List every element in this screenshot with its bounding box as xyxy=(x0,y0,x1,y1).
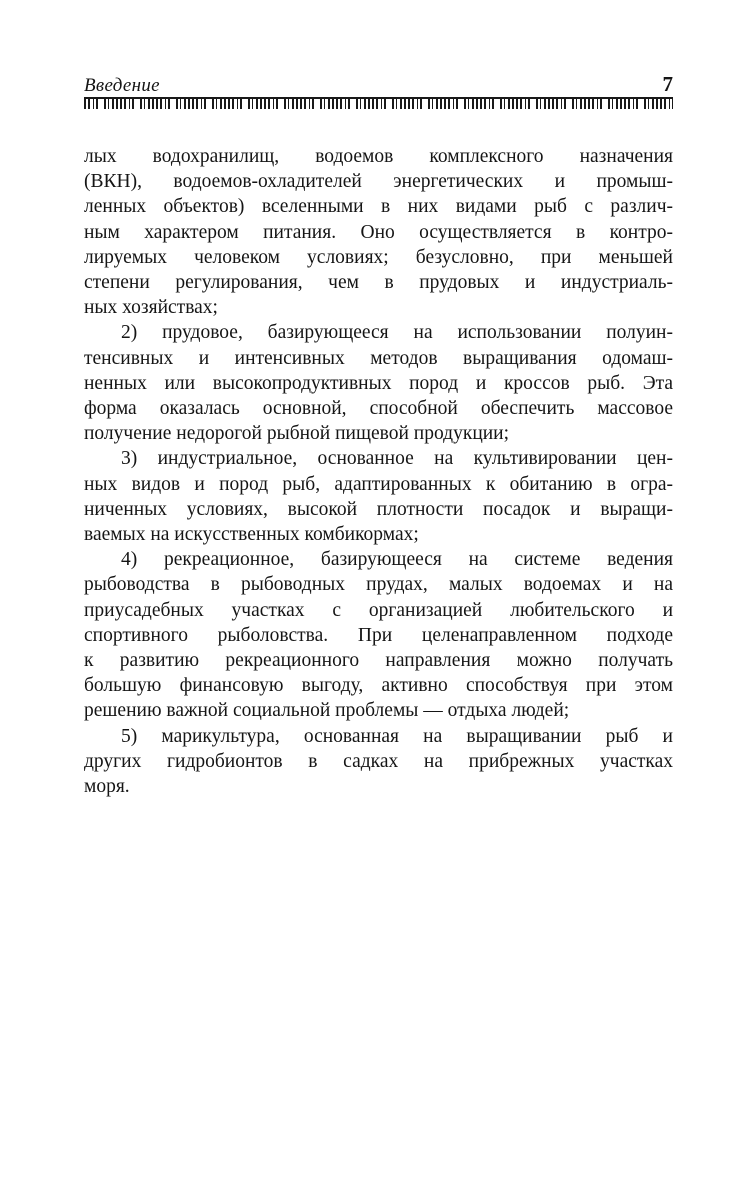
text-line: других гидробионтов в садках на прибрежных участках xyxy=(84,750,673,772)
paragraph xyxy=(84,547,673,723)
text-line: 4) рекреационное, базирующееся на системе ведения xyxy=(121,549,673,571)
text-line: ниченных условиях, высокой плотности посадок и выращи- xyxy=(84,498,673,520)
text-line: ным характером питания. Оно осуществляется в контро- xyxy=(84,221,673,243)
text-line: спортивного рыболовства. При целенаправленном подходе xyxy=(84,624,673,646)
text-line: получение недорогой рыбной пищевой продукции; xyxy=(84,423,510,445)
text-line: 3) индустриальное, основанное на культивировании цен- xyxy=(121,448,673,470)
text-line: ных видов и пород рыб, адаптированных к обитанию в огра- xyxy=(84,473,673,495)
text-line: к развитию рекреационного направления можно получать xyxy=(84,650,673,672)
paragraph xyxy=(84,144,673,320)
text-line: степени регулирования, чем в прудовых и индустриаль- xyxy=(84,272,673,294)
text-line: лируемых человеком условиях; безусловно, при меньшей xyxy=(84,246,673,268)
decorative-tick-rule xyxy=(84,97,673,109)
paragraph xyxy=(84,320,673,446)
text-line: решению важной социальной проблемы — отдыха людей; xyxy=(84,700,570,722)
paragraph xyxy=(84,724,673,800)
text-line: лых водохранилищ, водоемов комплексного назначения xyxy=(84,146,673,167)
running-title: Введение xyxy=(84,75,160,96)
text-line: большую финансовую выгоду, активно способствуя при этом xyxy=(84,675,673,697)
text-line: (ВКН), водоемов-охладителей энергетических и промыш- xyxy=(84,171,673,193)
text-line: тенсивных и интенсивных методов выращивания одомаш- xyxy=(84,347,673,369)
text-line: моря. xyxy=(84,776,130,798)
page-body xyxy=(84,144,673,799)
text-line: приусадебных участках с организацией любительского и xyxy=(84,599,673,621)
text-line: ненных или высокопродуктивных пород и кроссов рыб. Эта xyxy=(84,372,673,394)
text-line: 5) марикультура, основанная на выращивании рыб и xyxy=(121,725,673,747)
text-line: форма оказалась основной, способной обеспечить массовое xyxy=(84,398,673,420)
paragraph xyxy=(84,446,673,547)
text-line: 2) прудовое, базирующееся на использовании полуин- xyxy=(121,322,673,344)
text-line: ваемых на искусственных комбикормах; xyxy=(84,524,419,546)
text-line: ленных объектов) вселенными в них видами рыб с различ- xyxy=(84,196,673,218)
page-number: 7 xyxy=(662,72,673,96)
text-line: ных хозяйствах; xyxy=(84,297,218,319)
page-header xyxy=(84,72,673,97)
text-line: рыбоводства в рыбоводных прудах, малых водоемах и на xyxy=(84,574,673,596)
